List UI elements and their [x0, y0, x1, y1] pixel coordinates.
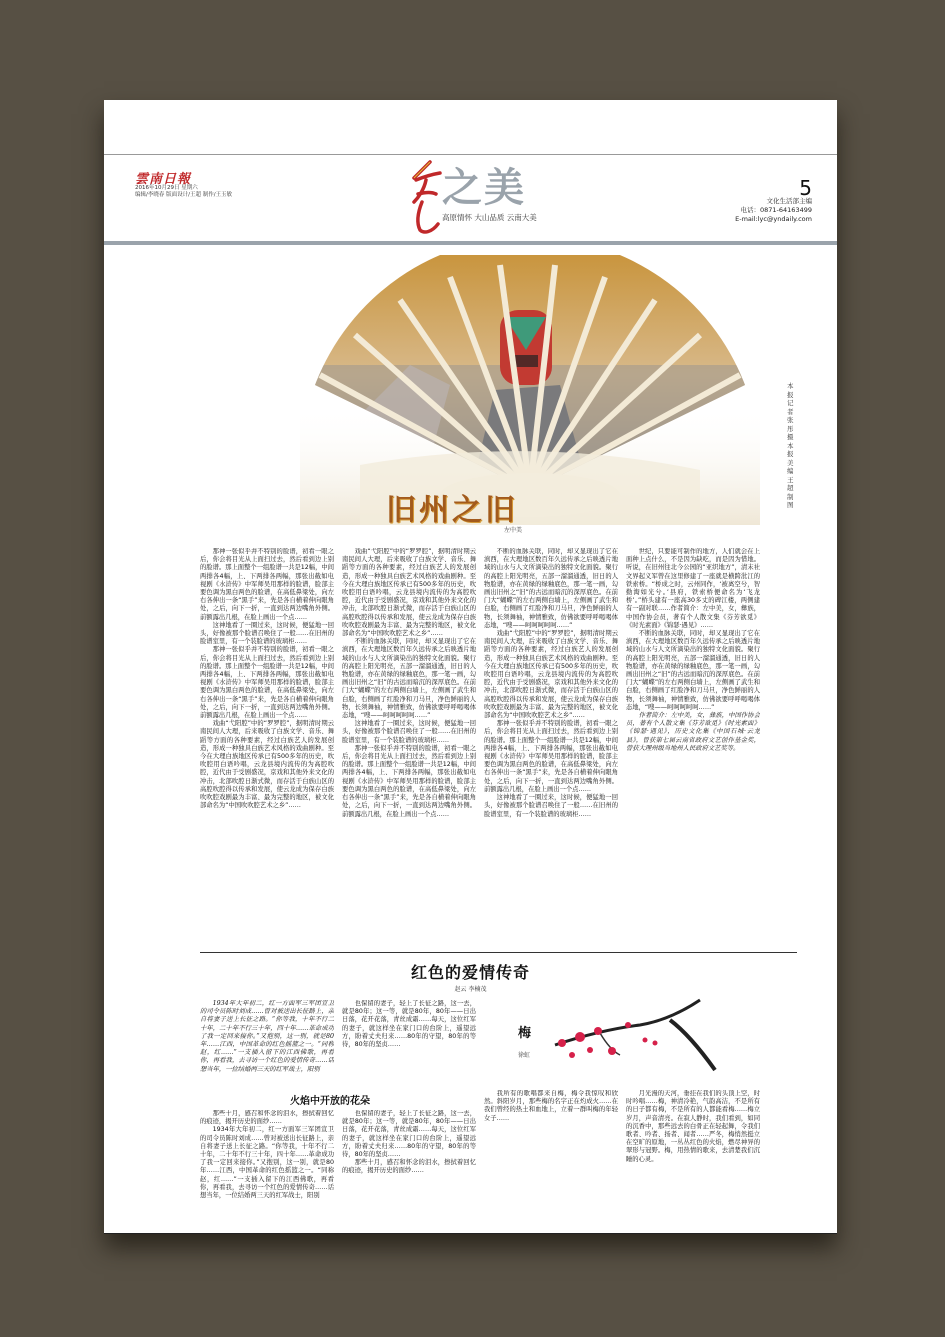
feature-column-4: 世纪，只要能可制作的地方，人们就会在上面种上点什么，不是因为缺吃，而是因为惜地。听说，在旧州往北今公园的“亚织地方”，清末社文界起义军曾在这里修建了一座就是横跨沘江的铁索桥。“桥成之时，云州同作，‘被离空兮，智勤淘如光兮。’县府，铁索桥便命名为‘飞龙桥’。”桥头建有一座高30多丈的碑江楼，两侧建有一副对联……作者简介：左中美，女，彝族，中国作协会员，著有个人散文集《芬芳欲觅》《时光素面》《锦瑟·遇见》…… 不断的血脉关联，同时，却又显现出了它在滇西，在大理地区数百年久远传承之后映透片地域的山水与人文所滴染出的独特文化面貌。聚行的高腔上阳光明亮，五部一溜溜通透，旧日的人物脸谱，亦在黄绿的绿釉底色，那一笔一画，勾画出旧州之“旧”的古远而暗沉的深厚底色。在前门大“蝴蝶”的左右两侧白墙上，左侧画了武生和白脸，右侧画了红脸净和刀马旦，净色鲜丽的人物，长须舞袖，神情雅致，仿佛欲要呼呼喝喝体态地，“嗖——呵呵呵呵呵……” 作者简介：左中美，女，彝族，中国作协会员，著有个人散文集《芬芳欲觅》《时光素面》《锦瑟·遇见》，历史文化集《中国石城·云龙县》，曾获第七届云南省政府文艺创作基金奖，曾获大理州级当地州人民政府文艺奖等。 [626, 548, 760, 752]
love-story-column-2: 也保留的妻子，轻上了长征之路，这一去，就是80年；这一等，就是80年，80年——日出日落，花开花落，青丝成霜……每天，这位红军的妻子，就这样坐在家门口的台阶上，遥望远方，盼着丈夫归来……80年的守望，80年的等待，80年的坚贞…… [342, 1000, 476, 1049]
staff-line: 编辑/李晓春 版面设计/王超 制作/王玉敏 [135, 192, 233, 198]
author-bio: 作者简介：左中美，女，彝族，中国作协会员，著有个人散文集《芬芳欲觅》《时光素面》《锦瑟·遇见》，历史文化集《中国石城·云龙县》，曾获第七届云南省政府文艺创作基金奖，曾获大理州级当地州人民政府文艺奖等。 [626, 712, 760, 752]
feature-byline: 左中美 [504, 527, 523, 534]
love-story-column-1: 1934年大年初二，红一方面军三军团宣卫的司令员陈时刘成……曾对被送出长征路上，亲自将妻子送上长征之路。“你等我，十年不行二十年，二十年不行三十年，四十年……革命成功了我一定回来接你。”又抱别，这一别，就是80年……江西，中国革命的红色摇篮之一。“同称赵，红……”一支插入留下的江西佛歌，再看你，再看我，去寻访一个红色的爱情传奇……话想当年，一位结婚两三天的红军战士，阳别 [200, 1000, 334, 1073]
plum-byline: 徐虹 [518, 1052, 531, 1059]
love-story-subtitle: 火焰中开放的花朵 [290, 1096, 370, 1107]
feature-column-1: 那神一张似乎并不特别的脸谱，初看一眼之后，你会将目光从上面扫过去，然后看到边上别的脸谱。那上面整个一组脸谱一共是12幅，中间两排各4幅，上、下两排各两幅，那张出截如电视剧《水浒传》中军师吴用那样的脸谱，脸部主要色调为黑白两色的脸谱，在高低鼻梁处，向左右各伸出一条“黑手”来，先是各自横着伸向眼角处，之后，向下一折，一直到达两边嘴角外侧。前额露出几根，在脸上画出一个点…… 这神地看了一圈过来，这时候，便猛地一回头，好像被那个脸谱召唤住了一般……在旧州的脸谱室里，有一个装脸谱的玻璃柜…… 那神一张似乎并不特别的脸谱，初看一眼之后，你会将目光从上面扫过去，然后看到边上别的脸谱。那上面整个一组脸谱一共是12幅，中间两排各4幅，上、下两排各两幅，那张出截如电视剧《水浒传》中军师吴用那样的脸谱，脸部主要色调为黑白两色的脸谱，在高低鼻梁处，向左右各伸出一条“黑手”来，先是各自横着伸向眼角处，之后，向下一折，一直到达两边嘴角外侧。前额露出几根，在脸上画出一个点…… 戏曲“弋阳腔”中的“罗罗腔”，据明清时期云南民间人大理，后来吸收了白族文学、音乐、舞蹈等方面的各种要素，经过白族艺人的发展创造，形成一种独具白族艺术风格的戏曲剧种。至今在大理白族地区传承已有500多年的历史，吹吹腔用白语吟唱，云龙县境内流传的为高腔吹腔，近代由于受剧盛况，京戏和其他外来文化的冲击，北部吹腔日渐式微，而存活于白族山区的高腔吹腔得以传承和发展，使云龙成为保存白族吹吹腔戏剧最为丰富、最为完整的地区，被文化部命名为“中国吹吹腔艺术之乡”…… [200, 548, 334, 810]
page-number: 5 [799, 176, 812, 200]
paper-meta [135, 185, 232, 199]
newspaper-page [104, 100, 837, 1234]
love-story-title: 红色的爱情传奇 [410, 963, 530, 982]
love-story-column-3: 那些十月，感召和怀念的泪水，擦拭着回忆的痕迹，揭开历史的面纱…… 1934年大年初二，红一方面军三军团宣卫的司令员陈时刘成……曾对被送出长征路上，亲自将妻子送上长征之路。“你等我，十年不行二十年，二十年不行三十年，四十年……革命成功了我一定回来接你。”又抱别，这一别，就是80年……江西，中国革命的红色摇篮之一。“同称赵，红……”一支插入留下的江西佛歌，再看你，再看我，去寻访一个红色的爱情传奇……话想当年，一位结婚两三天的红军战士，阳别 [200, 1110, 334, 1200]
feature-headline: 旧州之旧 [386, 493, 518, 528]
paper-logo: 雲南日報 [135, 172, 192, 187]
feature-column-3: 不断的血脉关联，同时，却又显现出了它在滇西，在大理地区数百年久远传承之后映透片地域的山水与人文所滴染出的独特文化面貌。聚行的高腔上阳光明亮，五部一溜溜通透，旧日的人物脸谱，亦在黄绿的绿釉底色，那一笔一画，勾画出旧州之“旧”的古远而暗沉的深厚底色。在前门大“蝴蝶”的左右两侧白墙上，左侧画了武生和白脸，右侧画了红脸净和刀马旦，净色鲜丽的人物，长须舞袖，神情雅致，仿佛欲要呼呼喝喝体态地，“嗖——呵呵呵呵呵……” 戏曲“弋阳腔”中的“罗罗腔”，据明清时期云南民间人大理，后来吸收了白族文学、音乐、舞蹈等方面的各种要素，经过白族艺人的发展创造，形成一种独具白族艺术风格的戏曲剧种。至今在大理白族地区传承已有500多年的历史，吹吹腔用白语吟唱，云龙县境内流传的为高腔吹腔，近代由于受剧盛况，京戏和其他外来文化的冲击，北部吹腔日渐式微，而存活于白族山区的高腔吹腔得以传承和发展，使云龙成为保存白族吹吹腔戏剧最为丰富、最为完整的地区，被文化部命名为“中国吹吹腔艺术之乡”…… 那神一张似乎并不特别的脸谱，初看一眼之后，你会将目光从上面扫过去，然后看到边上别的脸谱。那上面整个一组脸谱一共是12幅，中间两排各4幅，上、下两排各两幅，那张出截如电视剧《水浒传》中军师吴用那样的脸谱，脸部主要色调为黑白两色的脸谱，在高低鼻梁处，向左右各伸出一条“黑手”来，先是各自横着伸向眼角处，之后，向下一折，一直到达两边嘴角外侧。前额露出几根，在脸上画出一个点…… 这神地看了一圈过来，这时候，便猛地一回头，好像被那个脸谱召唤住了一般……在旧州的脸谱室里，有一个装脸谱的玻璃柜…… [484, 548, 618, 818]
top-rule [104, 154, 837, 155]
feature-column-2: 戏曲“弋阳腔”中的“罗罗腔”，据明清时期云南民间人大理，后来吸收了白族文学、音乐、舞蹈等方面的各种要素，经过白族艺人的发展创造，形成一种独具白族艺术风格的戏曲剧种。至今在大理白族地区传承已有500多年的历史，吹吹腔用白语吟唱，云龙县境内流传的为高腔吹腔，近代由于受剧盛况，京戏和其他外来文化的冲击，北部吹腔日渐式微，而存活于白族山区的高腔吹腔得以传承和发展，使云龙成为保存白族吹吹腔戏剧最为丰富、最为完整的地区，被文化部命名为“中国吹吹腔艺术之乡”…… 不断的血脉关联，同时，却又显现出了它在滇西，在大理地区数百年久远传承之后映透片地域的山水与人文所滴染出的独特文化面貌。聚行的高腔上阳光明亮，五部一溜溜通透，旧日的人物脸谱，亦在黄绿的绿釉底色，那一笔一画，勾画出旧州之“旧”的古远而暗沉的深厚底色。在前门大“蝴蝶”的左右两侧白墙上，左侧画了武生和白脸，右侧画了红脸净和刀马旦，净色鲜丽的人物，长须舞袖，神情雅致，仿佛欲要呼呼喝喝体态地，“嗖——呵呵呵呵呵……” 这神地看了一圈过来，这时候，便猛地一回头，好像被那个脸谱召唤住了一般……在旧州的脸谱室里，有一个装脸谱的玻璃柜…… 那神一张似乎并不特别的脸谱，初看一眼之后，你会将目光从上面扫过去，然后看到边上别的脸谱。那上面整个一组脸谱一共是12幅，中间两排各4幅，上、下两排各两幅，那张出截如电视剧《水浒传》中军师吴用那样的脸谱，脸部主要色调为黑白两色的脸谱，在高低鼻梁处，向左右各伸出一条“黑手”来，先是各自横着伸向眼角处，之后，向下一折，一直到达两边嘴角外侧。前额露出几根，在脸上画出一个点…… [342, 548, 476, 818]
love-story-byline: 赵云 李楠茂 [454, 986, 487, 993]
fan-illustration [300, 255, 760, 525]
section-divider [200, 952, 797, 953]
masthead-rule [104, 241, 837, 245]
masthead [104, 100, 837, 223]
plum-column-2: 月光漫的天河，垂挂在我们的头顶上空，时时吟唱……梅，神清冷艳，气韵高洁，不是所有的日子都有梅，不是所有的人都能看梅……梅立岁月，声音清亮。在寂人静时，我们看到，如同的沉香中，那些远去的白骨正在轻起舞，令我们歌者、吟者、扬者、闻者……严冬，梅悄然挺立在空旷的原地，一丛丛红色的火焰，燃尽神异的翠形与冠野。梅，用热情的歌来，去清楚我们沉睡的心灵。 [626, 1090, 760, 1163]
section-calligraphy-icon [408, 158, 444, 238]
section-title: 之美 [442, 165, 526, 211]
plum-blossom-illustration [550, 995, 720, 1080]
phone: 电话：0871-64163499 [740, 206, 812, 214]
section-slogan: 高原情怀 大山品质 云南大美 [442, 213, 537, 222]
department-info [735, 197, 812, 224]
department: 文化生活部主编 [766, 197, 812, 205]
date-line: 2016年10月29日 星期六 [135, 185, 198, 191]
photo-credit: 本报记者 张彤 摄 本报美编 王超 制图 [787, 382, 794, 509]
plum-title: 梅 [518, 1026, 532, 1041]
love-story-column-4: 也保留的妻子，轻上了长征之路，这一去，就是80年；这一等，就是80年，80年——日出日落，花开花落，青丝成霜……每天，这位红军的妻子，就这样坐在家门口的台阶上，遥望远方，盼着丈夫归来……80年的守望，80年的等待，80年的坚贞…… 那些十月，感召和怀念的泪水，擦拭着回忆的痕迹，揭开历史的面纱…… [342, 1110, 476, 1175]
plum-column-1: 我所有的歌唱都来自梅，梅令我惊叹和欣然。斜阳岁月，那些梅的名字正在灼成火……在我们曾经的热土和血地上，立着一群叫梅的年轻女子…… [484, 1090, 618, 1122]
email: E-mail:lyc@yndaily.com [735, 215, 812, 223]
